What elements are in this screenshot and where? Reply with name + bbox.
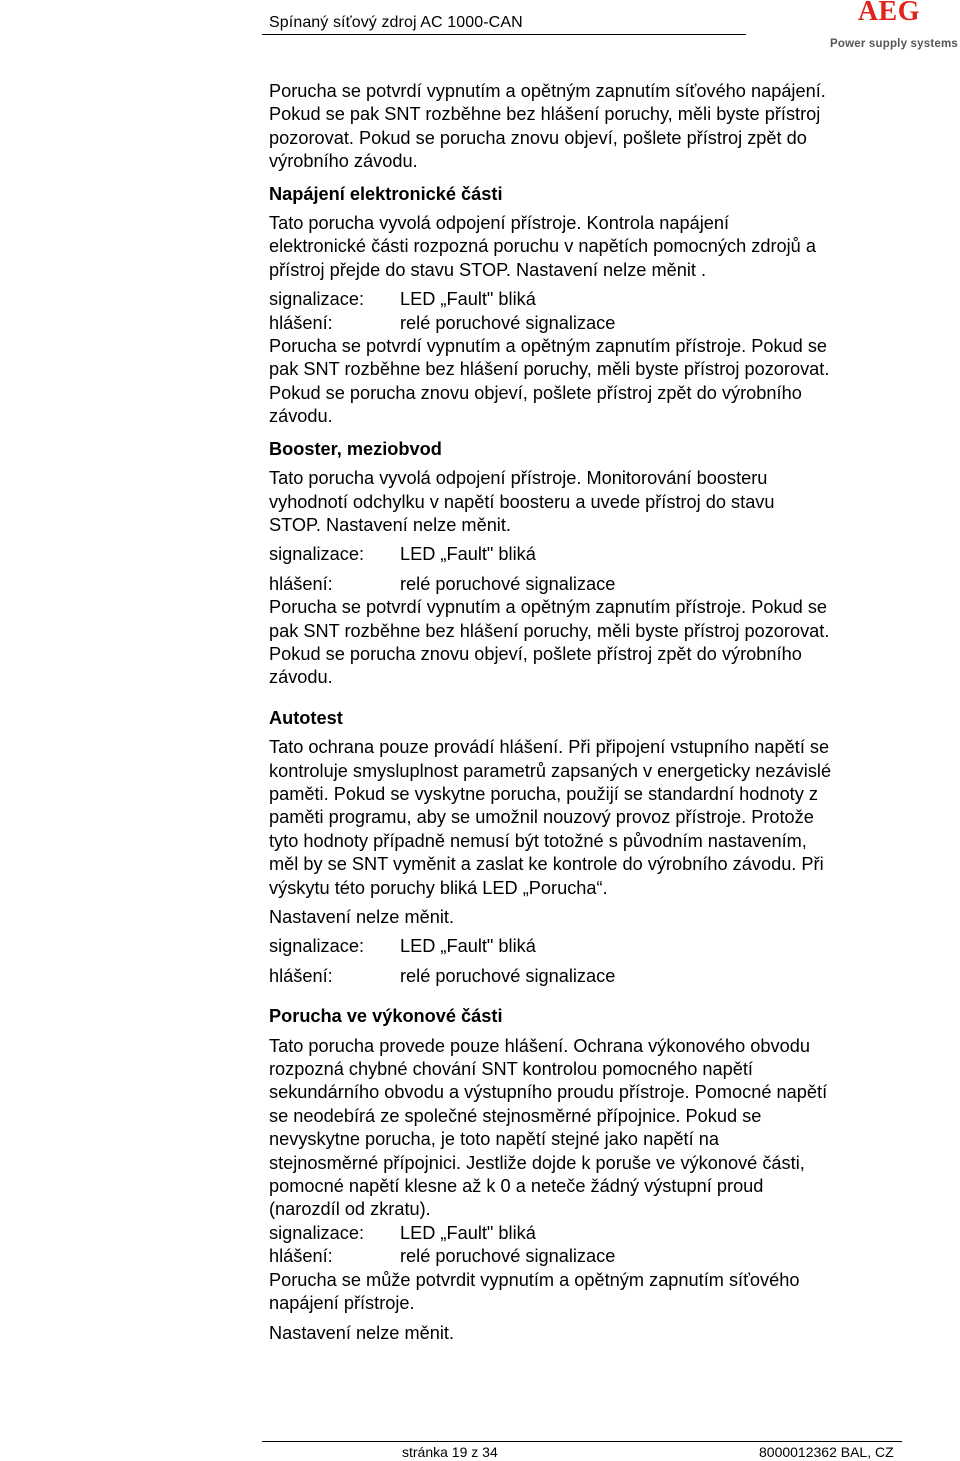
page-number: stránka 19 z 34 [402,1444,498,1460]
document-body [269,80,909,1345]
signal-value: LED „Fault" bliká [400,1222,536,1243]
paragraph-line: paměti. Pokud se vyskytne porucha, použijí se standardní hodnoty z [269,783,818,804]
section-autotest [269,707,909,988]
signal-label: signalizace: [269,544,365,565]
paragraph-line: rozpozná chybné chování SNT kontrolou pomocného napětí [269,1059,753,1080]
signal-row [269,288,909,311]
paragraph-line: pak SNT rozběhne bez hlášení poruchy, měli byste přístroj pozorovat. [269,620,830,641]
header-rule [262,34,746,35]
signal-row [269,935,909,958]
paragraph-line: výskytu této poruchy bliká LED „Porucha“. [269,877,608,898]
logo-wordmark: AEG [857,0,920,27]
signal-label: signalizace: [269,936,365,957]
report-row [269,573,909,596]
section-intro [269,80,909,174]
report-row [269,312,909,335]
paragraph-line: Tato porucha provede pouze hlášení. Ochrana výkonového obvodu [269,1035,810,1056]
report-value: relé poruchové signalizace [400,1246,616,1267]
report-value: relé poruchové signalizace [400,312,616,333]
page-header [0,0,960,60]
paragraph-line: Porucha se může potvrdit vypnutím a opětným zapnutím síťového [269,1269,800,1290]
paragraph-line: stejnosměrné přípojnici. Jestliže dojde k poruše ve výkonové části, [269,1152,805,1173]
footer-rule [262,1441,902,1442]
paragraph-line: pak SNT rozběhne bez hlášení poruchy, měli byste přístroj pozorovat. [269,359,830,380]
paragraph-line: závodu. [269,667,333,688]
paragraph-line: Nastavení nelze měnit. [269,907,455,927]
document-title: Spínaný síťový zdroj AC 1000-CAN [269,14,523,31]
paragraph-line: kontroluje smysluplnost parametrů zapsaných v energeticky nezávislé [269,760,832,781]
signal-row [269,543,909,566]
report-value: relé poruchové signalizace [400,965,616,986]
paragraph-line: měl by se SNT vyměnit a zaslat ke kontrole do výrobního závodu. Při [269,854,824,875]
report-label: hlášení: [269,573,333,594]
paragraph-line: Pokud se porucha znovu objeví, pošlete přístroj zpět do výrobního [269,643,802,664]
section-heading: Booster, meziobvod [269,438,442,459]
paragraph-line: napájení přístroje. [269,1293,415,1314]
paragraph-line: se neodebírá ze společné stejnosměrné přípojnice. Pokud se [269,1105,762,1126]
report-row [269,965,909,988]
logo-subtitle: Power supply systems [830,38,958,50]
paragraph-line: Pokud se pak SNT rozběhne bez hlášení poruchy, měli byste přístroj [269,104,821,125]
report-label: hlášení: [269,312,333,333]
paragraph-line: sekundárního obvodu a výstupního proudu přístroje. Pomocné napětí [269,1082,828,1103]
signal-value: LED „Fault" bliká [400,936,536,957]
report-label: hlášení: [269,1246,333,1267]
section-heading: Napájení elektronické části [269,183,503,204]
paragraph-line: (narozdíl od zkratu). [269,1199,431,1220]
paragraph-line: pozorovat. Pokud se porucha znovu objeví, pošlete přístroj zpět do [269,127,807,148]
paragraph-line: Porucha se potvrdí vypnutím a opětným zapnutím přístroje. Pokud se [269,336,828,357]
paragraph-line: Porucha se potvrdí vypnutím a opětným zapnutím síťového napájení. [269,81,826,101]
aeg-logo [790,0,960,56]
paragraph-line: nevyskytne porucha, je toto napětí stejné jako napětí na [269,1129,719,1150]
paragraph-line: Tato porucha vyvolá odpojení přístroje. Kontrola napájení [269,213,730,234]
paragraph-line: Porucha se potvrdí vypnutím a opětným zapnutím přístroje. Pokud se [269,597,828,618]
paragraph-line: vyhodnotí odchylku v napětí boosteru a uvede přístroj do stavu [269,491,775,512]
section-electronics [269,183,909,429]
paragraph-line: tyto hodnoty případně nemusí být totožné s původním nastavením, [269,830,807,851]
paragraph-line: STOP. Nastavení nelze měnit. [269,514,511,535]
section-heading: Autotest [269,707,343,728]
paragraph-line: Nastavení nelze měnit. [269,1322,455,1343]
paragraph-line: elektronické části rozpozná poruchu v napětích pomocných zdrojů a [269,236,816,257]
paragraph-line: Tato porucha vyvolá odpojení přístroje. Monitorování boosteru [269,468,768,489]
section-heading: Porucha ve výkonové části [269,1006,503,1027]
paragraph-line: závodu. [269,406,333,427]
signal-value: LED „Fault" bliká [400,544,536,565]
signal-value: LED „Fault" bliká [400,289,536,310]
paragraph-line: Pokud se porucha znovu objeví, pošlete přístroj zpět do výrobního [269,382,802,403]
paragraph-line: přístroj přejde do stavu STOP. Nastavení nelze měnit . [269,259,707,280]
signal-label: signalizace: [269,289,365,310]
signal-label: signalizace: [269,1222,365,1243]
report-label: hlášení: [269,965,333,986]
report-row [269,1245,909,1268]
signal-row [269,1222,909,1245]
paragraph-line: Tato ochrana pouze provádí hlášení. Při připojení vstupního napětí se [269,737,830,758]
document-code: 8000012362 BAL, CZ [759,1444,894,1460]
paragraph-line: výrobního závodu. [269,151,418,172]
paragraph-line: paměti programu, aby se umožnil nouzový provoz přístroje. Protože [269,807,814,828]
paragraph-line: pomocné napětí klesne až k 0 a neteče žádný výstupní proud [269,1176,764,1197]
section-power [269,1005,909,1345]
section-booster [269,438,909,690]
report-value: relé poruchové signalizace [400,573,616,594]
